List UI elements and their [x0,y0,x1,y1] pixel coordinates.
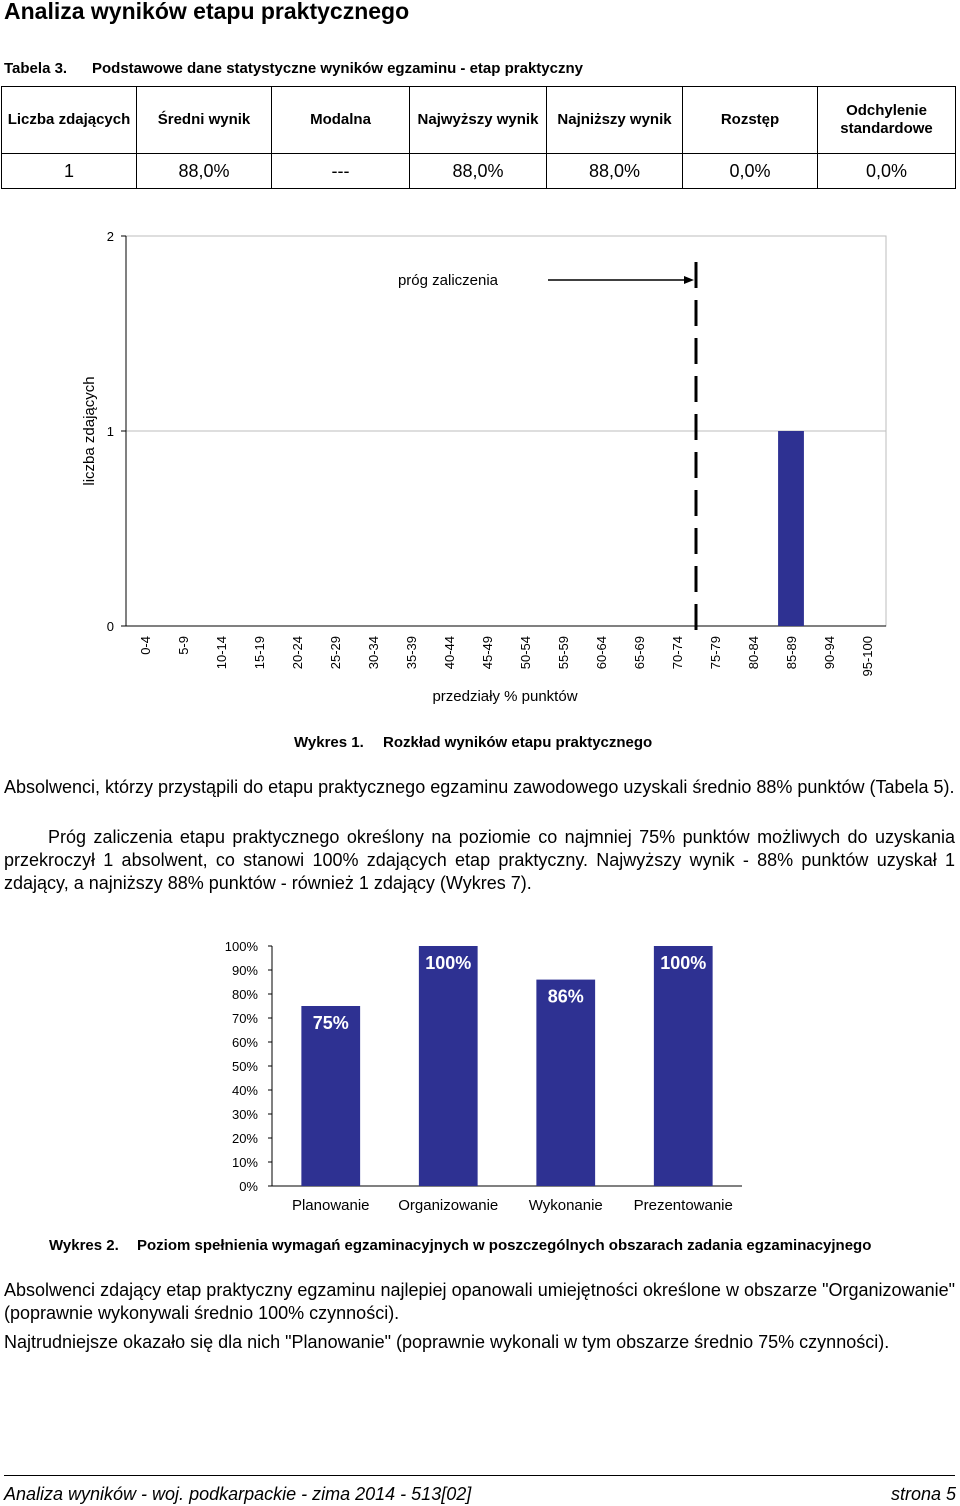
area-bar [419,946,478,1186]
x-tick-label: Organizowanie [398,1197,499,1214]
y-tick-label: 80% [231,987,258,1002]
y-tick-label: 2 [106,229,114,244]
table-header-cell: Odchylenie standardowe [818,87,956,154]
table-header-cell: Modalna [272,87,410,154]
table-header-cell: Rozstęp [683,87,818,154]
table-header-row [2,87,956,154]
y-tick-label: 70% [231,1011,258,1026]
y-tick-label: 0 [106,619,114,634]
data-label: 100% [660,953,707,973]
x-tick-label: 20-24 [290,636,305,670]
y-tick-label: 1 [106,424,114,439]
table-header-cell: Najniższy wynik [547,87,683,154]
x-tick-label: 70-74 [670,636,685,670]
footer-divider [4,1475,955,1476]
area-bar-chart [0,930,960,1220]
area-bar [536,980,595,1186]
statistics-table [1,86,956,189]
y-tick-label: 20% [231,1131,258,1146]
page-title: Analiza wyników etapu praktycznego [4,0,410,24]
table-cell: 0,0% [683,154,818,189]
y-tick-label: 50% [231,1059,258,1074]
data-label: 75% [312,1013,349,1033]
data-label: 86% [547,986,584,1007]
x-tick-label: 15-19 [252,636,267,670]
table-caption-text: Podstawowe dane statystyczne wyników egzaminu - etap praktyczny [92,60,583,77]
paragraph: Próg zaliczenia etapu praktycznego określony na poziomie co najmniej 75% punktów możliwych do uzyskania przekroczył 1 absolwent, co stanowi 100% zdających etap praktyczny. Najwyższy wynik - 88% punktów uzyskał 1 zdający, a najniższy 88% punktów - również 1 zdający (Wykres 7). [4,827,955,893]
table-header-cell: Liczba zdających [2,87,137,154]
paragraph: Najtrudniejsze okazało się dla nich "Planowanie" (poprawnie wykonali w tym obszarze średnio 75% czynności). [4,1332,890,1352]
x-tick-label: 85-89 [784,636,799,670]
x-tick-label: 30-34 [366,636,381,670]
x-tick-label: 5-9 [176,636,191,655]
table-cell: --- [272,154,410,189]
x-tick-label: 45-49 [480,636,495,670]
data-label: 100% [425,953,472,973]
x-tick-label: 80-84 [746,636,761,670]
table-header-cell: Średni wynik [137,87,272,154]
x-tick-label: 95-100 [860,636,875,677]
histogram-chart [0,220,960,720]
area-bar [301,1006,360,1186]
table-cell: 1 [2,154,137,189]
y-tick-label: 40% [231,1083,258,1098]
table-caption-label: Tabela 3. [4,60,68,77]
x-tick-label: Wykonanie [528,1197,603,1214]
paragraph: Absolwenci, którzy przystąpili do etapu praktycznego egzaminu zawodowego uzyskali średnio 88% punktów (Tabela 5). [4,777,955,797]
threshold-arrowhead [684,276,694,284]
x-tick-label: Prezentowanie [633,1197,733,1214]
table-row [2,154,956,189]
x-tick-label: 75-79 [708,636,723,670]
footer-title: Analiza wyników - woj. podkarpackie - zima 2014 - 513[02] [4,1484,472,1504]
y-tick-label: 90% [231,963,258,978]
figure1-label: Wykres 1. [294,734,364,751]
y-tick-label: 0% [239,1179,258,1194]
histogram-bar [778,431,804,626]
figure2-caption: Poziom spełnienia wymagań egzaminacyjnych w poszczególnych obszarach zadania egzaminacyjnego [137,1237,872,1254]
x-tick-label: 25-29 [328,636,343,670]
table-cell: 88,0% [137,154,272,189]
paragraph: Absolwenci zdający etap praktyczny egzaminu najlepiej opanowali umiejętności określone w obszarze "Organizowanie" (poprawnie wykonywali średnio 100% czynności). [4,1280,955,1323]
area-bar [654,946,713,1186]
x-tick-label: 55-59 [556,636,571,670]
y-tick-label: 100% [224,939,258,954]
table-cell: 88,0% [410,154,547,189]
table-cell: 88,0% [547,154,683,189]
x-tick-label: 35-39 [404,636,419,670]
x-tick-label: 40-44 [442,636,457,670]
x-axis-title: przedziały % punktów [432,688,578,705]
figure2-label: Wykres 2. [49,1237,119,1254]
x-tick-label: Planowanie [291,1197,370,1214]
table-header-cell: Najwyższy wynik [410,87,547,154]
x-tick-label: 60-64 [594,636,609,670]
threshold-label: próg zaliczenia [397,272,499,289]
x-tick-label: 10-14 [214,636,229,670]
figure1-caption: Rozkład wyników etapu praktycznego [383,734,653,751]
y-axis-title: liczba zdających [81,376,98,486]
x-tick-label: 65-69 [632,636,647,670]
y-tick-label: 10% [231,1155,258,1170]
x-tick-label: 90-94 [822,636,837,670]
table-cell: 0,0% [818,154,956,189]
x-tick-label: 50-54 [518,636,533,670]
x-tick-label: 0-4 [138,636,153,655]
y-tick-label: 60% [231,1035,258,1050]
page-number: strona 5 [890,1484,956,1504]
y-tick-label: 30% [231,1107,258,1122]
